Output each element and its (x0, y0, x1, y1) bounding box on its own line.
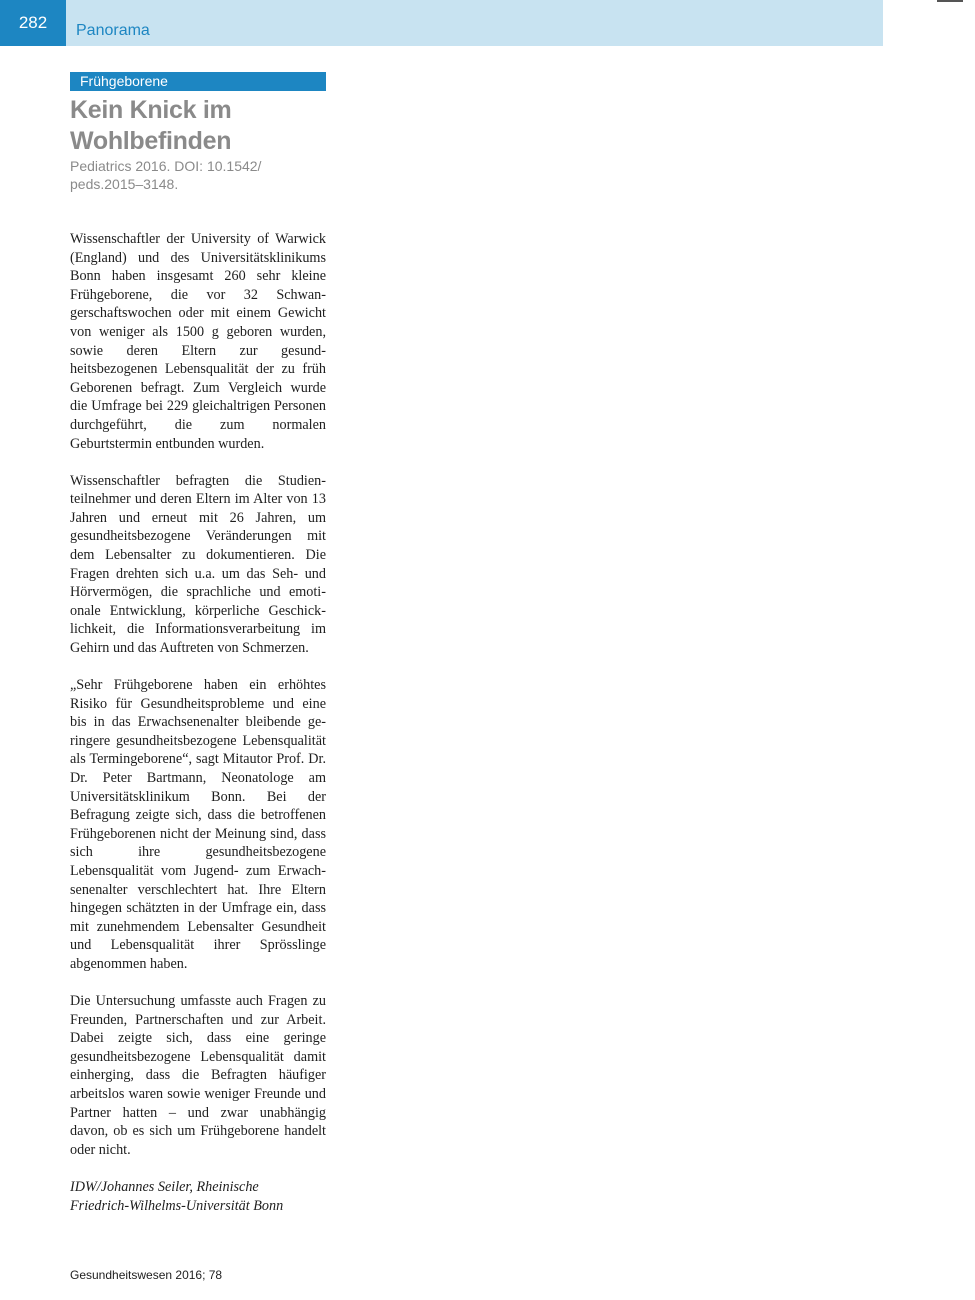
corner-mark (937, 0, 963, 2)
body-paragraph: Die Untersuchung umfasste auch Fragen zu Freunden, Partnerschaften und zur Arbeit. Dabei zeigte sich, dass eine geringe gesundheitsbezogene Lebensqualität damit einherging, dass die Befragten häufiger arbeitslos waren sowie weniger Freunde und Partner hatten – und zwar unabhängig davon, ob es sich um Frühgeborene handelt oder nicht. (70, 993, 326, 1158)
page-number: 282 (0, 0, 66, 46)
article-title: Kein Knick im Wohlbefinden (70, 96, 232, 155)
article-body (70, 230, 326, 1215)
body-paragraph: Wissenschaftler befragten die Studienteilnehmer und deren Eltern im Alter von 13 Jahren und erneut mit 26 Jahren, um gesundheitsbezogene Veränderungen mit dem Lebensalter zu dokumentieren. Die Fragen drehten sich u.a. um das Seh- und Hörvermögen, die sprachliche und emotionale Entwicklung, körperliche Geschicklichkeit, die Informationsverarbeitung im Gehirn und das Auftreten von Schmerzen. (70, 472, 326, 656)
article-citation: Pediatrics 2016. DOI: 10.1542/ peds.2015–3148. (70, 158, 262, 192)
body-paragraph: Wissenschaftler der University of Warwick (England) und des Universitätsklinikums Bonn haben insgesamt 260 sehr kleine Frühgeborene, die vor 32 Schwangerschaftswochen oder mit einem Gewicht von weniger als 1500 g geboren wurden, sowie deren Eltern zur gesundheitsbezogenen Lebensqualität der zu früh Geborenen befragt. Zum Vergleich wurde die Umfrage bei 229 gleichaltrigen Personen durchgeführt, die zum normalen Geburtstermin entbunden wurden. (70, 231, 326, 452)
credit-line: Friedrich-Wilhelms-Universität Bonn (70, 1197, 284, 1214)
credit-line: IDW/Johannes Seiler, Rheinische (70, 1178, 259, 1195)
body-paragraph: „Sehr Frühgeborene haben ein erhöhtes Risiko für Gesundheitsprobleme und eine bis in das Erwachsenenalter bleibende geringere gesundheitsbezogene Lebensqualität als Termingeborene“, sagt Mitautor Prof. Dr. Dr. Peter Bartmann, Neonatologe am Universitätsklinikum Bonn. Bei der Befragung zeigte sich, dass die betroffenen Frühgeborenen nicht der Meinung sind, dass sich ihre gesundheitsbezogene Lebensqualität vom Jugend- zum Erwachsenenalter verschlechtert hat. Ihre Eltern hingegen schätzten in der Umfrage ein, dass mit zunehmendem Lebensalter Gesundheit und Lebensqualität ihrer Sprösslinge abgenommen haben. (70, 677, 326, 972)
footer-journal: Gesundheitswesen 2016; 78 (70, 1268, 223, 1282)
section-label: Panorama (76, 22, 150, 39)
category-label: Frühgeborene (70, 72, 326, 91)
article (70, 72, 326, 1215)
author-credit (70, 1178, 326, 1215)
